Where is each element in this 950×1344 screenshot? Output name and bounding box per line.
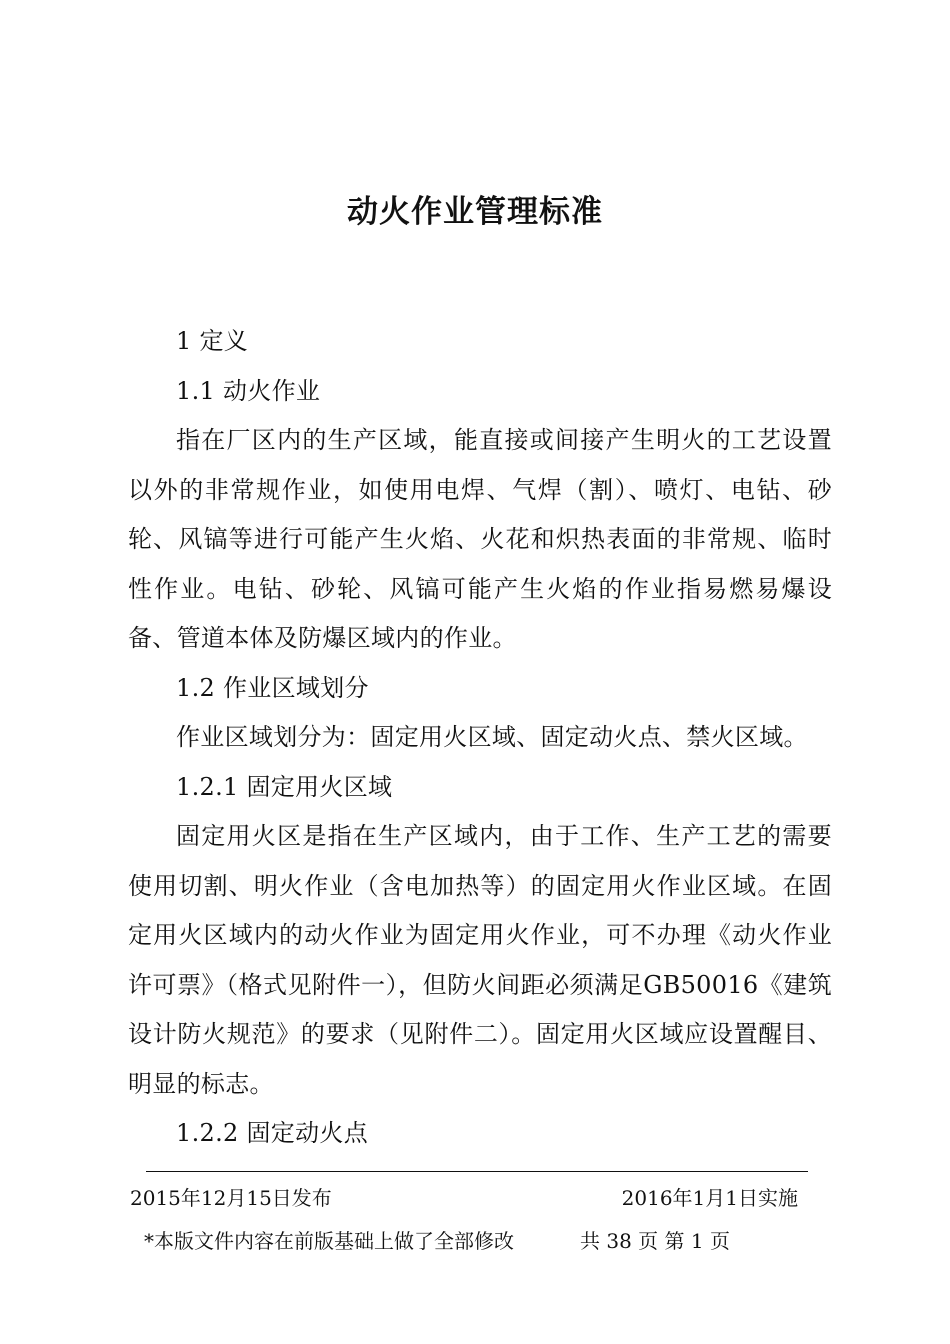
- section-heading-1-1: 1.1 动火作业: [176, 376, 321, 405]
- revision-note: *本版文件内容在前版基础上做了全部修改: [144, 1229, 514, 1253]
- paragraph-hot-work-definition: 指在厂区内的生产区域，能直接或间接产生明火的工艺设置以外的非常规作业，如使用电焊、气焊（割）、喷灯、电钻、砂轮、风镐等进行可能产生火焰、火花和炽热表面的非常规、临时性作业。电钻、砂轮、风镐可能产生火焰的作业指易燃易爆设备、管道本体及防爆区域内的作业。: [128, 426, 832, 652]
- footer-divider: [146, 1171, 808, 1172]
- page-number: 共 38 页 第 1 页: [580, 1229, 730, 1253]
- document-title: 动火作业管理标准: [347, 194, 603, 230]
- section-heading-1-2-2: 1.2.2 固定动火点: [176, 1119, 368, 1147]
- section-heading-1-2: 1.2 作业区域划分: [176, 673, 369, 702]
- document-body: [128, 317, 832, 1159]
- paragraph-area-division: 作业区域划分为：固定用火区域、固定动火点、禁火区域。: [176, 723, 808, 751]
- publish-date: 2015年12月15日发布: [130, 1186, 332, 1210]
- paragraph-fixed-fire-area: 固定用火区是指在生产区域内，由于工作、生产工艺的需要使用切割、明火作业（含电加热等）的固定用火作业区域。在固定用火区域内的动火作业为固定用火作业，可不办理《动火作业许可票》（格式见附件一），但防火间距必须满足GB50016《建筑设计防火规范》的要求（见附件二）。固定用火区域应设置醒目、明显的标志。: [128, 822, 832, 1098]
- implement-date: 2016年1月1日实施: [621, 1186, 798, 1210]
- section-heading-1-2-1: 1.2.1 固定用火区域: [176, 772, 393, 801]
- section-heading-1: 1 定义: [176, 327, 249, 355]
